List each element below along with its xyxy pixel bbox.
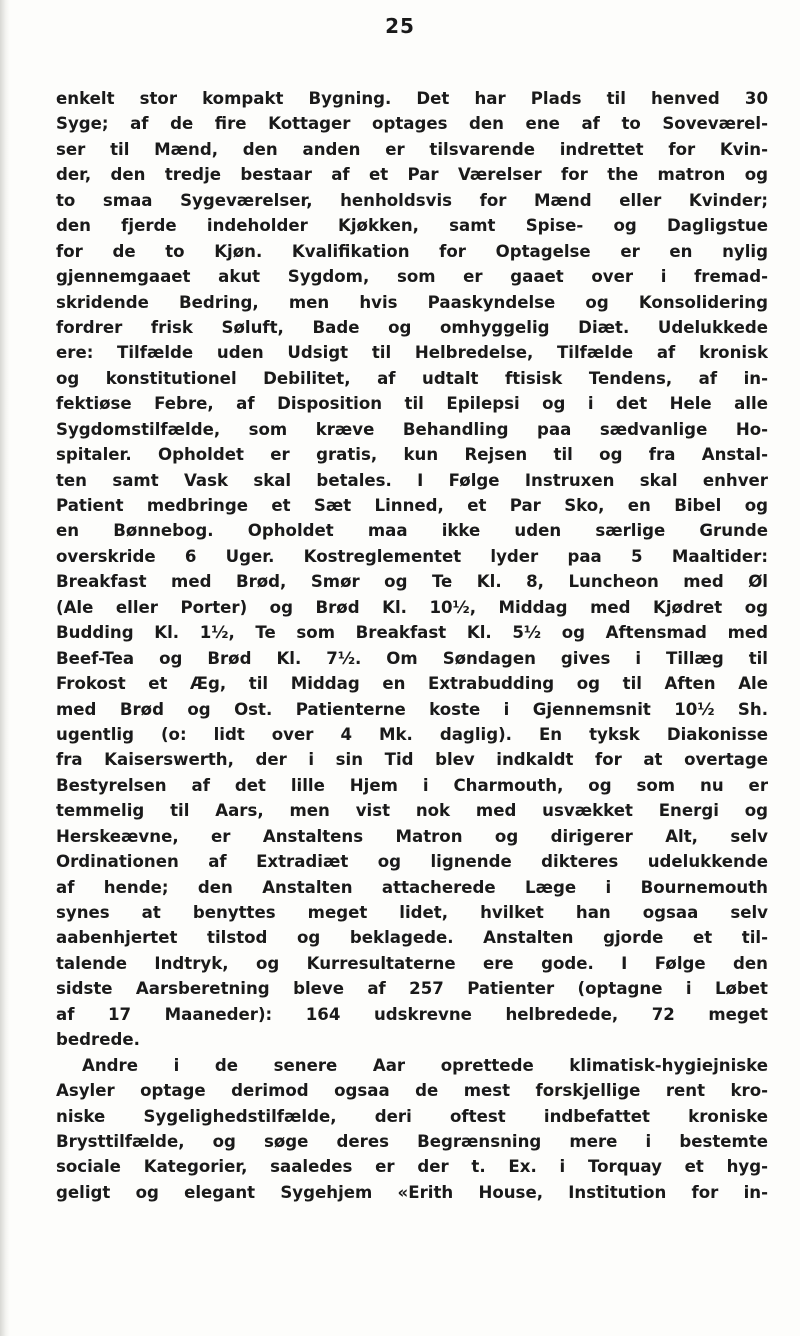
text-line: for de to Kjøn. Kvalifikation for Optagelse er en nylig xyxy=(56,241,768,261)
text-line: Patient medbringe et Sæt Linned, et Par Sko, en Bibel og xyxy=(56,496,768,515)
text-line: Frokost et Æg, til Middag en Extrabudding og til Aften Ale xyxy=(56,674,768,694)
text-line: der, den tredje bestaar af et Par Værelser for the matron og xyxy=(56,165,768,185)
text-line: Asyler optage derimod ogsaa de mest forskjellige rent kro- xyxy=(56,1081,768,1101)
text-line: en Bønnebog. Opholdet maa ikke uden særlige Grunde xyxy=(56,521,768,541)
binding-edge xyxy=(0,0,10,1336)
text-line: Bestyrelsen af det lille Hjem i Charmouth, og som nu er xyxy=(56,775,768,795)
text-line: den fjerde indeholder Kjøkken, samt Spise- og Dagligstue xyxy=(56,216,768,236)
text-line: (Ale eller Porter) og Brød Kl. 10½, Middag med Kjødret og xyxy=(56,597,768,617)
text-line: niske Sygelighedstilfælde, deri oftest indbefattet kroniske xyxy=(56,1106,768,1126)
text-line: temmelig til Aars, men vist nok med usvækket Energi og xyxy=(56,801,768,821)
text-line: Breakfast med Brød, Smør og Te Kl. 8, Luncheon med Øl xyxy=(56,572,768,592)
text-line: bedrede. xyxy=(56,1030,140,1050)
text-line: af hende; den Anstalten attacherede Læge i Bournemouth xyxy=(56,877,768,897)
text-line: ere: Tilfælde uden Udsigt til Helbredelse, Tilfælde af kronisk xyxy=(56,343,768,363)
text-line: sociale Kategorier, saaledes er der t. Ex. i Torquay et hyg- xyxy=(56,1157,768,1177)
text-line: fordrer frisk Søluft, Bade og omhyggelig Diæt. Udelukkede xyxy=(56,317,768,337)
text-line: ser til Mænd, den anden er tilsvarende indrettet for Kvin- xyxy=(56,139,768,159)
text-line: Sygdomstilfælde, som kræve Behandling paa sædvanlige Ho- xyxy=(56,419,768,439)
text-line: Beef-Tea og Brød Kl. 7½. Om Søndagen gives i Tillæg til xyxy=(56,648,768,668)
text-line: Ordinationen af Extradiæt og lignende dikteres udelukkende xyxy=(56,852,768,872)
page-number: 25 xyxy=(385,14,415,38)
text-line: talende Indtryk, og Kurresultaterne ere gode. I Følge den xyxy=(56,953,768,973)
text-line: Syge; af de fire Kottager optages den ene af to Soveværel- xyxy=(56,114,768,134)
text-line: med Brød og Ost. Patienterne koste i Gjennemsnit 10½ Sh. xyxy=(56,699,768,719)
text-line: ugentlig (o: lidt over 4 Mk. daglig). En tyksk Diakonisse xyxy=(56,724,768,744)
text-line: gjennemgaaet akut Sygdom, som er gaaet over i fremad- xyxy=(56,267,768,287)
text-line: synes at benyttes meget lidet, hvilket han ogsaa selv xyxy=(56,903,768,922)
text-line: Herskeævne, er Anstaltens Matron og dirigerer Alt, selv xyxy=(56,826,768,846)
text-line: overskride 6 Uger. Kostreglementet lyder paa 5 Maaltider: xyxy=(56,546,768,566)
text-line: og konstitutionel Debilitet, af udtalt ftisisk Tendens, af in- xyxy=(56,368,768,388)
text-line: to smaa Sygeværelser, henholdsvis for Mænd eller Kvinder; xyxy=(56,190,768,210)
text-line: Brysttilfælde, og søge deres Begrænsning mere i bestemte xyxy=(56,1131,768,1151)
text-line: Budding Kl. 1½, Te som Breakfast Kl. 5½ og Aftensmad med xyxy=(56,623,768,643)
text-line: sidste Aarsberetning bleve af 257 Patienter (optagne i Løbet xyxy=(56,979,768,999)
text-line: fektiøse Febre, af Disposition til Epilepsi og i det Hele alle xyxy=(56,394,768,414)
text-line: enkelt stor kompakt Bygning. Det har Plads til henved 30 xyxy=(56,89,768,108)
body-text xyxy=(56,86,768,1205)
text-line: fra Kaiserswerth, der i sin Tid blev indkaldt for at overtage xyxy=(56,750,768,770)
text-line: af 17 Maaneder): 164 udskrevne helbredede, 72 meget xyxy=(56,1004,768,1024)
text-line: geligt og elegant Sygehjem «Erith House, Institution for in- xyxy=(56,1182,768,1202)
text-line: spitaler. Opholdet er gratis, kun Rejsen til og fra Anstal- xyxy=(56,445,768,465)
text-line: aabenhjertet tilstod og beklagede. Anstalten gjorde et til- xyxy=(56,928,768,948)
text-line: skridende Bedring, men hvis Paaskyndelse og Konsolidering xyxy=(56,292,768,312)
text-line: ten samt Vask skal betales. I Følge Instruxen skal enhver xyxy=(56,470,768,490)
text-line: Andre i de senere Aar oprettede klimatisk-hygiejniske xyxy=(82,1055,768,1075)
